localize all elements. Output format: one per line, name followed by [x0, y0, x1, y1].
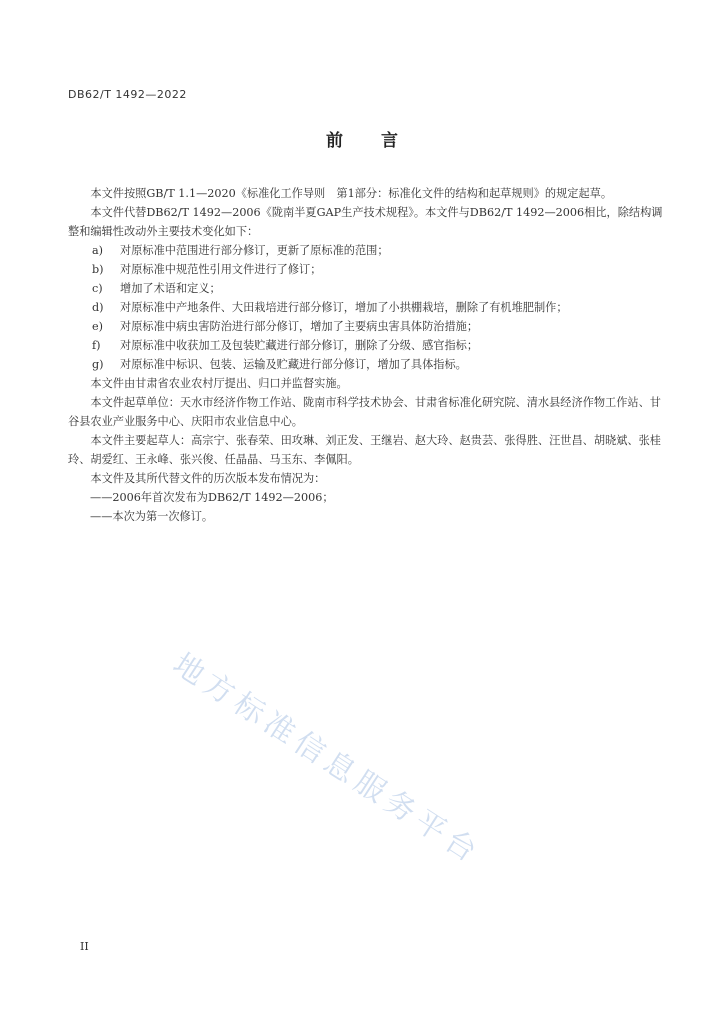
paragraph-drafting-rule: 本文件按照GB/T 1.1—2020《标准化工作导则 第1部分：标准化文件的结构和起草规则》的规定起草。 [90, 187, 613, 200]
list-item: c) 增加了术语和定义； [92, 282, 221, 295]
page-number: II [80, 940, 89, 953]
list-item: f) 对原标准中收获加工及包装贮藏进行部分修订，删除了分级、感官指标； [92, 339, 479, 352]
paragraph-replacement: 本文件代替DB62/T 1492—2006《陇南半夏GAP生产技术规程》。本文件与DB62/T 1492—2006相比，除结构调整和编辑性改动外主要技术变化如下： [68, 206, 663, 238]
list-item: g) 对原标准中标识、包装、运输及贮藏进行部分修订，增加了具体指标。 [92, 358, 467, 371]
list-item: b) 对原标准中规范性引用文件进行了修订； [92, 263, 322, 276]
list-item: d) 对原标准中产地条件、大田栽培进行部分修订，增加了小拱棚栽培，删除了有机堆肥制作； [92, 301, 568, 314]
paragraph-drafters: 本文件主要起草人：高宗宁、张春荣、田攻琳、刘正发、王继岩、赵大玲、赵贵芸、张得胜、汪世昌、胡晓斌、张桂玲、胡爱红、王永峰、张兴俊、任晶晶、马玉东、李佩阳。 [68, 434, 661, 466]
page-title: 前言 [326, 131, 436, 151]
history-item: ——本次为第一次修订。 [90, 510, 214, 523]
list-item: a) 对原标准中范围进行部分修订，更新了原标准的范围； [92, 244, 389, 257]
changes-list [68, 241, 664, 374]
paragraph-history-intro: 本文件及其所代替文件的历次版本发布情况为： [90, 472, 326, 485]
document-code: DB62/T 1492—2022 [68, 88, 187, 101]
history-item: ——2006年首次发布为DB62/T 1492—2006； [90, 491, 334, 504]
paragraph-proposer: 本文件由甘肃省农业农村厅提出、归口并监督实施。 [90, 377, 348, 390]
watermark: 地方标准信息服务平台 [166, 646, 488, 873]
paragraph-drafting-units: 本文件起草单位：天水市经济作物工作站、陇南市科学技术协会、甘肃省标准化研究院、清水县经济作物工作站、甘谷县农业产业服务中心、庆阳市农业信息中心。 [68, 396, 661, 428]
document-body [68, 184, 664, 526]
list-item: e) 对原标准中病虫害防治进行部分修订，增加了主要病虫害具体防治措施； [92, 320, 479, 333]
